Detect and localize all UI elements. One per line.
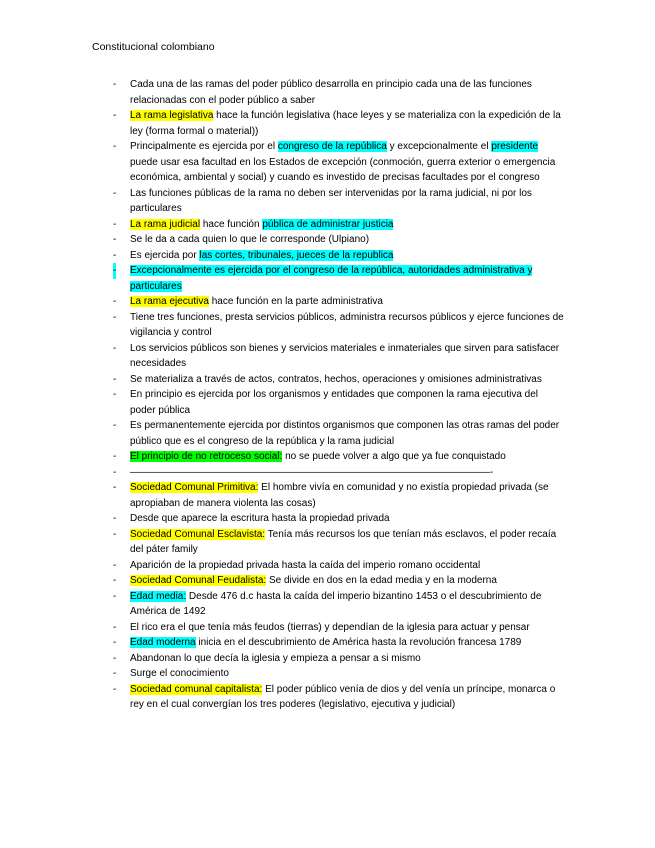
list-item [0,294,655,310]
list-item [0,232,655,248]
list-item-text [130,451,506,462]
text-segment: Tiene tres funciones, presta servicios públicos, administra recursos públicos y ejerce funciones de vigilancia y control [130,311,564,338]
bullet-dash: - [113,513,117,524]
highlighted-text: las cortes, tribunales, jueces de la republica [199,249,394,261]
highlighted-text: Sociedad comunal capitalista: [130,683,263,695]
bullet-dash: - [113,373,117,385]
bullet-dash: - [113,420,117,431]
text-segment: Principalmente es ejercida por el [130,141,278,152]
bullet-dash: - [113,311,117,323]
list-item [0,465,655,481]
list-item [0,589,655,620]
list-item [0,77,655,108]
highlighted-text: pública de administrar justicia [262,218,394,230]
text-segment: hace función [200,218,263,230]
text-segment: Tenía más recursos los que tenían más esclavos, el poder recaía del páter family [130,528,557,555]
highlighted-text: La rama judicial [130,218,201,230]
text-segment: Se le da a cada quien lo que le corresponde (Ulpiano) [130,234,370,245]
bullet-dash: - [113,263,116,279]
list-item-text [130,374,542,385]
highlighted-text: congreso de la república [293,265,403,276]
text-segment: Es ejercida por [130,249,200,261]
text-segment: Se materializa a través de actos, contratos, hechos, operaciones y omisiones administrativas [130,373,542,385]
list-item-text [130,622,530,633]
highlighted-text: Sociedad Comunal Feudalista: [130,575,267,586]
bullet-list [0,77,655,713]
list-item-text [130,296,383,307]
bullet-dash: - [113,296,117,307]
list-item-text [130,684,555,711]
list-item [0,511,655,527]
bullet-dash: - [113,234,117,245]
list-item [0,248,655,264]
list-item [0,666,655,682]
text-segment: Es permanentemente ejercida por distintos organismos que componen las otras ramas del poder público que es el congreso de la república y la rama judicial [130,420,560,447]
list-item-text [130,141,555,183]
text-segment: Se divide en dos en la edad media y en la moderna [266,575,497,586]
list-item [0,682,655,713]
page-title: Constitucional colombiano [92,41,215,53]
text-segment: Cada una de las ramas del poder público desarrolla en principio cada una de las funciones relacionadas con el poder público a saber [130,79,532,106]
list-item [0,620,655,636]
list-item-text [130,668,229,679]
list-item-text [130,653,421,664]
bullet-dash: - [113,528,117,540]
list-item [0,372,655,388]
bullet-dash: - [113,466,117,478]
list-item-text [130,234,369,245]
highlighted-text: Edad moderna [130,637,196,648]
text-segment: puede usar esa facultad en los Estados de excepción (conmoción, guerra exterior o emergencia económica, ambiental y social) y cuando es investido de precisas facultades por el congreso [130,156,556,183]
text-segment: Las funciones públicas de la rama no deben ser intervenidas por la rama judicial, ni por los particulares [130,187,532,214]
list-item [0,573,655,589]
text-segment: ————————————————————————————————————- [130,466,494,478]
list-item [0,418,655,449]
highlighted-text: El principio de no retroceso social: [130,451,283,462]
list-item-text [130,529,556,556]
list-item-text [130,637,521,648]
text-segment: Abandonan lo que decía la iglesia y empieza a pensar a si mismo [130,652,421,664]
bullet-dash: - [113,79,117,90]
list-item [0,635,655,651]
highlighted-text: La rama legislativa [130,110,214,121]
bullet-dash: - [113,590,117,602]
highlighted-text: Sociedad Comunal Esclavista: [130,528,266,540]
bullet-dash: - [113,342,117,354]
text-segment: y excepcionalmente el [386,141,492,152]
list-item-text [130,467,493,478]
text-segment: Los servicios públicos son bienes y servicios materiales e inmateriales que sirven para satisfacer necesidades [130,342,560,369]
text-segment: En principio es ejercida por los organismos y entidades que componen la rama ejecutiva del poder pública [130,389,539,416]
list-item [0,449,655,465]
list-item-text [130,575,497,586]
list-item [0,480,655,511]
text-segment: El hombre vivía en comunidad y no existía propiedad privada (se apropiaban de manera violenta las cosas) [130,482,549,509]
bullet-dash: - [113,621,117,633]
bullet-dash: - [113,218,117,230]
list-item-text [130,250,393,261]
list-item [0,558,655,574]
text-segment: Desde que aparece la escritura hasta la propiedad privada [130,513,390,524]
text-segment: hace función en la parte administrativa [208,296,383,307]
highlighted-text: Edad media: [130,590,187,602]
list-item [0,527,655,558]
bullet-dash: - [113,668,117,679]
list-item-text [130,265,532,292]
text-segment: Desde 476 d.c hasta la caída del imperio bizantino 1453 o el descubrimiento de América de 1492 [130,590,542,617]
text-segment: El poder público venía de dios y del venía un príncipe, monarca o rey en el cual convergían los tres poderes (legislativo, ejecutiva y judicial) [130,683,556,710]
bullet-dash: - [113,482,117,493]
list-item-text [130,389,538,416]
highlighted-text: presidente [491,141,539,152]
list-item-text [130,420,559,447]
bullet-dash: - [113,389,117,400]
list-item-text [130,343,559,370]
highlighted-text: Sociedad Comunal Primitiva: [130,482,259,493]
bullet-dash: - [113,451,117,462]
list-item-text [130,560,480,571]
bullet-dash: - [113,575,117,586]
text-segment: El rico era el que tenía más feudos (tierras) y dependían de la iglesia para actuar y pensar [130,621,530,633]
text-segment: Surge el conocimiento [130,668,229,679]
text-segment: Aparición de la propiedad privada hasta la caída del imperio romano occidental [130,559,481,571]
list-item-text [130,312,564,339]
text-segment: inicia en el descubrimiento de América hasta la revolución francesa 1789 [195,637,522,648]
list-item [0,341,655,372]
list-item [0,139,655,186]
bullet-dash: - [113,683,117,695]
list-item-text [130,219,393,230]
list-item-text [130,79,532,106]
text-segment: , [402,265,408,276]
list-item [0,108,655,139]
list-item-text [130,110,561,137]
bullet-dash: - [113,637,117,648]
highlighted-text: La rama ejecutiva [130,296,209,307]
text-segment: hace la función legislativa (hace leyes y se materializa con la expedición de la ley (forma formal o material)) [130,110,561,137]
bullet-dash: - [113,652,117,664]
list-item [0,651,655,667]
bullet-dash: - [113,249,117,261]
highlighted-text: autoridades administrativa y particulares [130,265,533,292]
list-item [0,263,655,294]
bullet-dash: - [113,141,117,152]
list-item [0,387,655,418]
highlighted-text: congreso de la república [277,141,387,152]
bullet-dash: - [113,110,117,121]
bullet-dash: - [113,559,117,571]
list-item [0,310,655,341]
list-item-text [130,513,390,524]
list-item [0,186,655,217]
list-item-text [130,188,532,215]
list-item-text [130,482,549,509]
list-item [0,217,655,233]
bullet-dash: - [113,187,117,199]
list-item-text [130,591,541,618]
text-segment: no se puede volver a algo que ya fue conquistado [282,451,506,462]
text-segment: Excepcionalmente es ejercida por el [130,265,294,276]
